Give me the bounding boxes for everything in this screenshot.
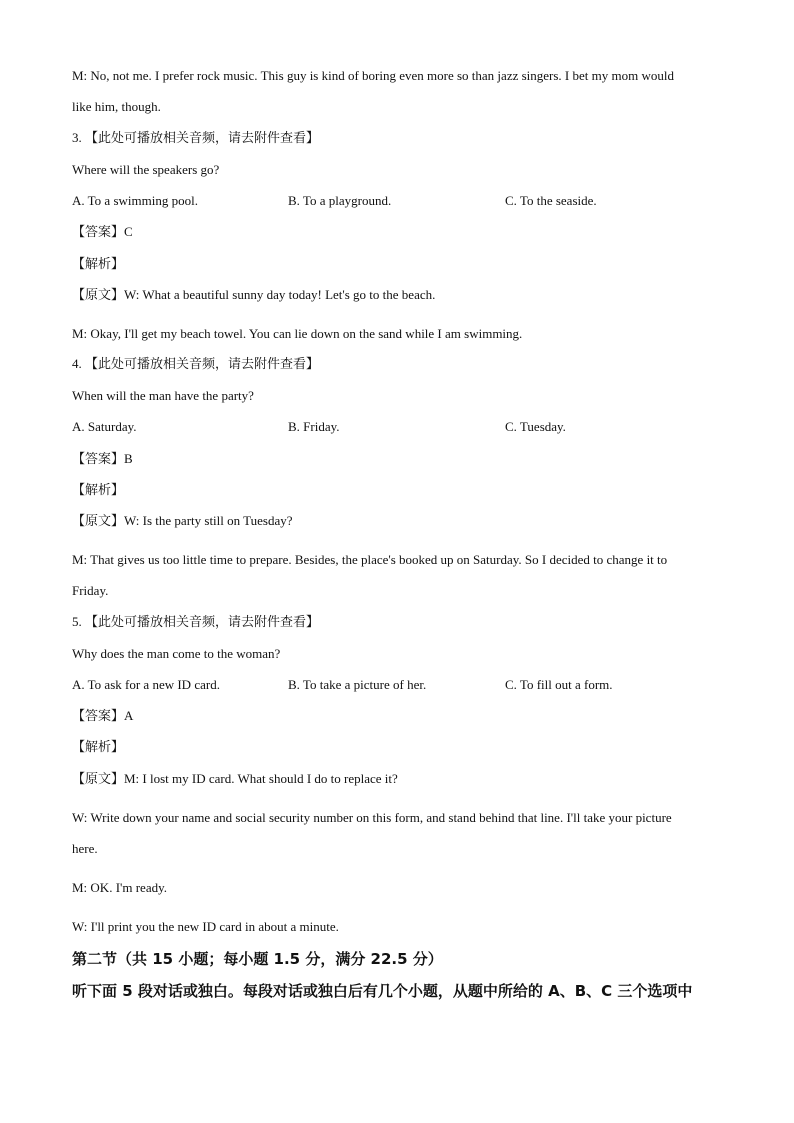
transcript-line: M: No, not me. I prefer rock music. This guy is kind of boring even more so than jazz singers. I bet my mom would	[72, 68, 674, 83]
option-a-q4: A. Saturday.	[72, 419, 137, 434]
analysis-q5: 【解析】	[72, 739, 125, 754]
transcript-line: here.	[72, 841, 98, 856]
transcript-line: M: That gives us too little time to prepare. Besides, the place's booked up on Saturday. So I decided to change it to	[72, 552, 668, 567]
transcript-line: W: Write down your name and social security number on this form, and stand behind that line. I'll take your picture	[72, 810, 672, 825]
transcript-line: W: I'll print you the new ID card in about a minute.	[72, 919, 339, 934]
option-c-q3: C. To the seaside.	[505, 193, 597, 208]
option-a-q5: A. To ask for a new ID card.	[72, 677, 220, 692]
transcript-line: Friday.	[72, 583, 109, 598]
transcript-line: like him, though.	[72, 99, 161, 114]
option-b-q3: B. To a playground.	[288, 193, 392, 208]
option-a-q3: A. To a swimming pool.	[72, 193, 198, 208]
answer-q5: 【答案】A	[72, 708, 134, 723]
question-text-q5: Why does the man come to the woman?	[72, 646, 281, 661]
option-b-q4: B. Friday.	[288, 419, 340, 434]
option-b-q5: B. To take a picture of her.	[288, 677, 427, 692]
audio-placeholder-q3[interactable]: 3. 【此处可播放相关音频，请去附件查看】	[72, 130, 320, 145]
transcript-line: M: Okay, I'll get my beach towel. You can lie down on the sand while I am swimming.	[72, 326, 523, 341]
question-text-q3: Where will the speakers go?	[72, 162, 220, 177]
section-heading: 第二节（共 15 小题；每小题 1.5 分，满分 22.5 分）	[72, 950, 443, 968]
analysis-q4: 【解析】	[72, 482, 125, 497]
transcript-line: 【原文】M: I lost my ID card. What should I do to replace it?	[72, 771, 398, 786]
option-c-q4: C. Tuesday.	[505, 419, 566, 434]
answer-q3: 【答案】C	[72, 224, 133, 239]
analysis-q3: 【解析】	[72, 256, 125, 271]
transcript-line: 【原文】W: What a beautiful sunny day today! Let's go to the beach.	[72, 287, 436, 302]
section-instruction: 听下面 5 段对话或独白。每段对话或独白后有几个小题，从题中所给的 A、B、C 三个选项中	[72, 982, 693, 1000]
audio-placeholder-q4[interactable]: 4. 【此处可播放相关音频，请去附件查看】	[72, 356, 320, 371]
audio-placeholder-q5[interactable]: 5. 【此处可播放相关音频，请去附件查看】	[72, 614, 320, 629]
answer-q4: 【答案】B	[72, 451, 133, 466]
question-text-q4: When will the man have the party?	[72, 388, 254, 403]
transcript-line: 【原文】W: Is the party still on Tuesday?	[72, 513, 293, 528]
option-c-q5: C. To fill out a form.	[505, 677, 613, 692]
transcript-line: M: OK. I'm ready.	[72, 880, 168, 895]
